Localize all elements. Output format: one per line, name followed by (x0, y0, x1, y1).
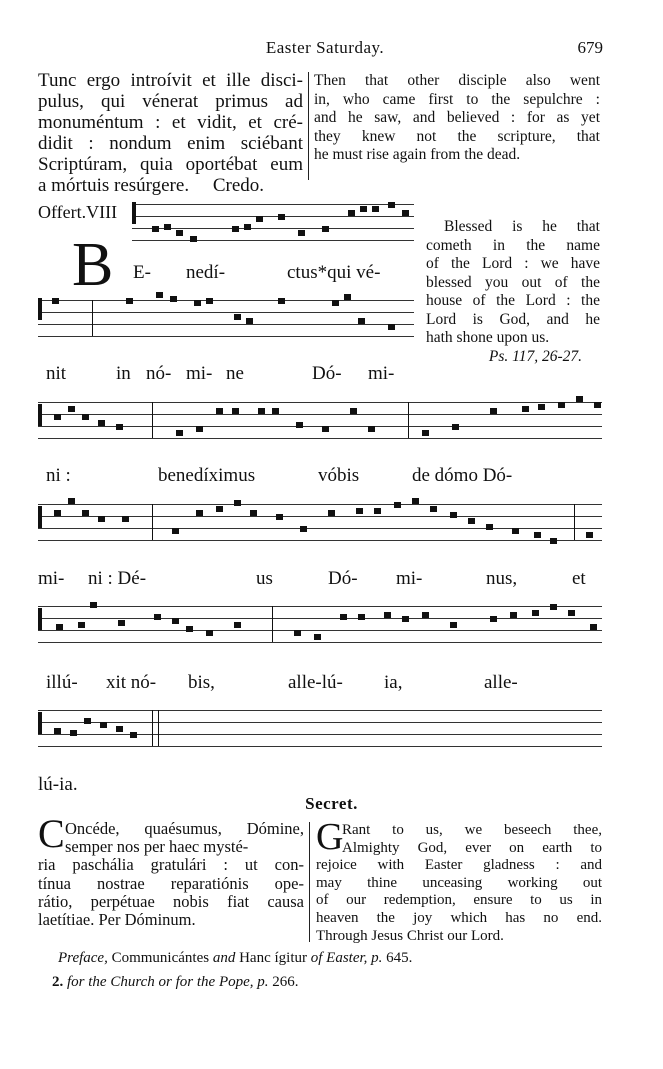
lyric-syllable: mi- (368, 363, 395, 384)
footer-preface: Preface, (58, 950, 108, 966)
psalm-reference: Ps. 117, 26-27. (488, 347, 582, 365)
chant-staff-2 (38, 298, 414, 342)
offertory-english (426, 218, 600, 366)
footer-line-1 (58, 950, 412, 967)
gospel-english (314, 72, 600, 165)
offertory-english-line: of the Lord : we have (426, 255, 600, 272)
secret-latin-line: tínua nostrae reparatiónis ope- (38, 873, 304, 893)
secret-english-line: Rant to us, we beseech thee, (342, 822, 602, 838)
lyric-syllable: nus, (486, 568, 518, 589)
lyric-syllable: ctus*qui vé- (287, 262, 381, 283)
offertory-english-line: Blessed is he that (444, 218, 600, 235)
footer-page-ref-1: 645. (386, 950, 413, 966)
offertory-english-line: Lord is God, and he (426, 310, 600, 328)
lyric-syllable: lú-ia. (38, 774, 78, 795)
gospel-latin (38, 70, 303, 196)
secret-latin-line: Oncéde, quaésumus, Dómine, (65, 819, 304, 838)
offertory-label: Offert.VIII (38, 202, 118, 222)
secret-latin-drop-cap: C (38, 811, 65, 856)
chant-staff-4 (38, 502, 602, 546)
column-divider (308, 72, 309, 180)
secret-heading: Secret. (305, 794, 358, 813)
lyric-syllable: mi- (396, 568, 423, 589)
lyric-syllable: xit nó- (106, 672, 157, 693)
secret-latin-line: semper nos per haec mysté- (65, 837, 249, 857)
secret-english-line: Through Jesus Christ our Lord. (316, 927, 504, 944)
secret-latin-line: rátio, perpétuae nobis fiat causa (38, 891, 304, 911)
chant-staff-6 (38, 708, 602, 752)
footer-of-easter: of Easter, p. (310, 950, 383, 966)
lyric-syllable: ne (226, 363, 244, 384)
gospel-latin-line: Scriptúram, quia oportébat eum (38, 154, 303, 175)
lyric-syllable: mi- (186, 363, 213, 384)
lyric-syllable: nó- (146, 363, 172, 384)
secret-latin-line: laetítiae. Per Dóminum. (38, 910, 196, 930)
drop-cap-b: B (72, 231, 114, 299)
lyric-syllable: benedíximus (158, 465, 256, 486)
gospel-english-line: in, who came first to the sepulchre : (314, 90, 600, 108)
secret-english-line: heaven the joy which has no end. (316, 909, 602, 926)
footer-hanc-igitur: Hanc ígitur (239, 950, 307, 966)
secret-latin (38, 820, 304, 929)
column-divider (309, 822, 310, 942)
secret-english-line: may thine unceasing working out (316, 874, 602, 891)
lyric-syllable: mi- (38, 568, 65, 589)
secret-english-line: rejoice with Easter gladness : and (316, 857, 602, 874)
lyric-syllable: ni : (46, 465, 71, 486)
lyric-syllable: us (256, 568, 273, 589)
offertory-english-line: house of the Lord : the (426, 292, 600, 309)
footer-and: and (212, 950, 236, 966)
secret-english-line: Almighty God, ever on earth to (342, 839, 602, 856)
gospel-english-line: and he saw, and believed : for as yet (314, 109, 600, 126)
offertory-english-line: blessed you out of the (426, 273, 600, 291)
gospel-english-line: he must rise again from the dead. (314, 146, 521, 163)
gospel-latin-line: a mórtuis resúrgere. Credo. (38, 175, 265, 196)
lyric-syllable: in (116, 363, 131, 384)
chant-staff-5 (38, 604, 602, 648)
footer-page-ref-2: 266. (272, 974, 299, 990)
gospel-english-line: they knew not the scripture, that (314, 127, 600, 145)
footer-church-pope: for the Church or for the Pope, p. (67, 974, 269, 990)
lyric-syllable: bis, (188, 672, 215, 693)
lyric-syllable: alle- (484, 672, 518, 693)
offertory-english-line: hath shone upon us. (426, 329, 550, 346)
lyric-syllable: alle-lú- (288, 672, 343, 693)
lyric-syllable: de dómo Dó- (412, 465, 513, 486)
lyric-syllable: E- (133, 262, 151, 283)
lyric-syllable: nit (46, 363, 67, 384)
lyric-syllable: ni : Dé- (88, 568, 147, 589)
lyric-syllable: ia, (384, 672, 403, 693)
lyric-syllable: Dó- (312, 363, 342, 384)
secret-english (316, 822, 602, 945)
chant-staff-3 (38, 400, 602, 444)
page-number: 679 (577, 38, 603, 57)
gospel-latin-line: pulus, qui vénerat primus ad (38, 91, 303, 112)
footer-line-2 (52, 974, 299, 991)
lyric-syllable: et (572, 568, 586, 589)
secret-latin-line: ria paschália gratulári : ut con- (38, 855, 304, 875)
page-title: Easter Saturday. (265, 38, 385, 57)
gospel-latin-line: Tunc ergo introívit et ille disci- (38, 70, 303, 91)
lyric-syllable: vóbis (318, 465, 360, 486)
footer-communicantes: Communicántes (111, 950, 210, 966)
secret-english-line: of our redemption, ensure to us in (316, 892, 602, 909)
gospel-english-line: Then that other disciple also went (314, 72, 600, 89)
lyric-syllable: illú- (46, 672, 78, 693)
chant-staff-1 (132, 202, 414, 246)
lyric-syllable: nedí- (186, 262, 226, 283)
footer-number: 2. (52, 974, 64, 990)
lyric-syllable: Dó- (328, 568, 358, 589)
offertory-english-line: cometh in the name (426, 236, 600, 254)
gospel-latin-line: didit : nondum enim sciébant (38, 133, 303, 154)
secret-english-drop-cap: G (316, 816, 344, 858)
gospel-latin-line: monuméntum : et vidit, et cré- (38, 112, 303, 133)
